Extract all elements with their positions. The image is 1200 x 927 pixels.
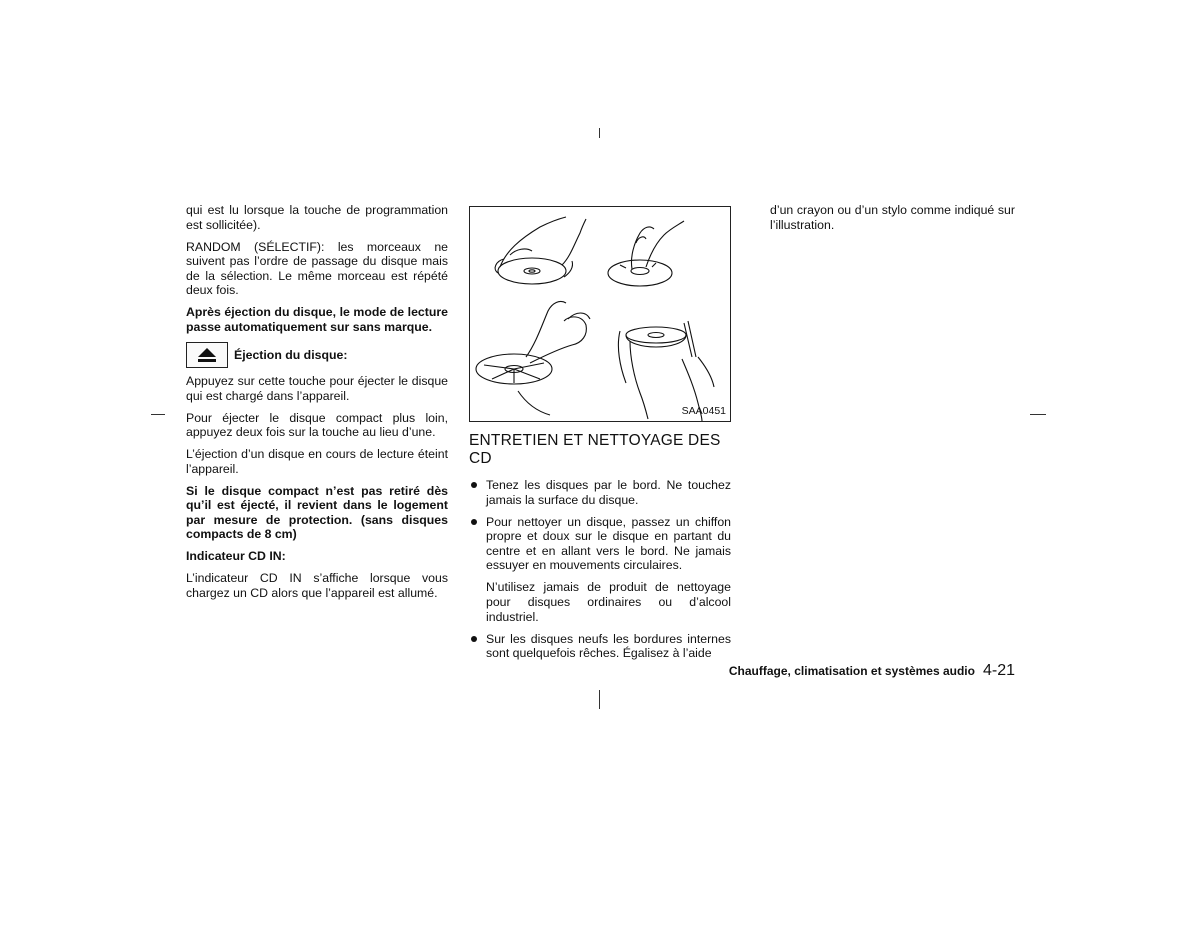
paragraph-after-eject: Après éjection du disque, le mode de lecture passe automatiquement sur sans marque. [186, 305, 448, 334]
crop-mark-left [151, 414, 165, 415]
paragraph-cd-in: L’indicateur CD IN s’affiche lorsque vous chargez un CD alors que l’appareil est allumé. [186, 571, 448, 600]
bullet-dot-icon [471, 482, 477, 488]
page-number: 4-21 [982, 662, 1015, 679]
paragraph-eject-press: Appuyez sur cette touche pour éjecter le disque qui est chargé dans l’appareil. [186, 373, 448, 403]
paragraph-program-note: qui est lu lorsque la touche de programmation est sollicitée). [186, 203, 448, 232]
bullet-dot-icon [471, 519, 477, 525]
paragraph-random: RANDOM (SÉLECTIF): les morceaux ne suivent pas l’ordre de passage du disque mais de la sélection. Le même morceau est répété deux fois. [186, 239, 448, 298]
list-item [469, 515, 731, 625]
cd-care-list [469, 478, 731, 661]
crop-mark-bottom [599, 690, 600, 709]
list-item-note: N’utilisez jamais de produit de nettoyage pour disques ordinaires ou d’alcool industriel. [486, 580, 731, 624]
left-column [186, 203, 448, 608]
list-item-text: Tenez les disques par le bord. Ne touchez jamais la surface du disque. [486, 478, 731, 507]
list-item [469, 632, 731, 661]
eject-heading [186, 342, 448, 368]
disc-held-by-edge-drawing [495, 217, 586, 284]
page-footer [600, 662, 1015, 680]
paragraph-continuation: d’un crayon ou d’un stylo comme indiqué sur l’illustration. [770, 203, 1015, 232]
cd-handling-illustration [469, 206, 731, 422]
list-item-text: Sur les disques neufs les bordures internes sont quelquefois rêches. Égalisez à l’aide [486, 631, 731, 661]
disc-wiping-drawing [476, 301, 590, 415]
paragraph-eject-off: L’éjection d’un disque en cours de lecture éteint l’appareil. [186, 447, 448, 476]
heading-cd-in: Indicateur CD IN: [186, 549, 286, 564]
disc-held-center-drawing [608, 221, 684, 286]
list-item [469, 478, 731, 507]
crop-mark-right [1030, 414, 1046, 415]
paragraph-protection: Si le disque compact n’est pas retiré dès qu’il est éjecté, il revient dans le logement par mesure de protection. (sans disques compacts de 8 cm) [186, 483, 448, 542]
list-item-text: Pour nettoyer un disque, passez un chiffon propre et doux sur le disque en partant du centre et en allant vers le bord. Ne jamais essuyer en mouvements circulaires. [486, 514, 731, 573]
eject-icon [186, 342, 228, 368]
crop-mark-top [599, 128, 600, 138]
chapter-title: Chauffage, climatisation et systèmes audio [728, 664, 975, 678]
eject-heading-label: Éjection du disque: [234, 347, 348, 362]
paragraph-eject-twice: Pour éjecter le disque compact plus loin, appuyez deux fois sur la touche au lieu d’une. [186, 410, 448, 440]
section-title: ENTRETIEN ET NETTOYAGE DES CD [469, 432, 721, 467]
right-column [770, 203, 1015, 240]
bullet-dot-icon [471, 636, 477, 642]
figure-code: SAA0451 [681, 405, 726, 418]
middle-column [469, 206, 731, 668]
